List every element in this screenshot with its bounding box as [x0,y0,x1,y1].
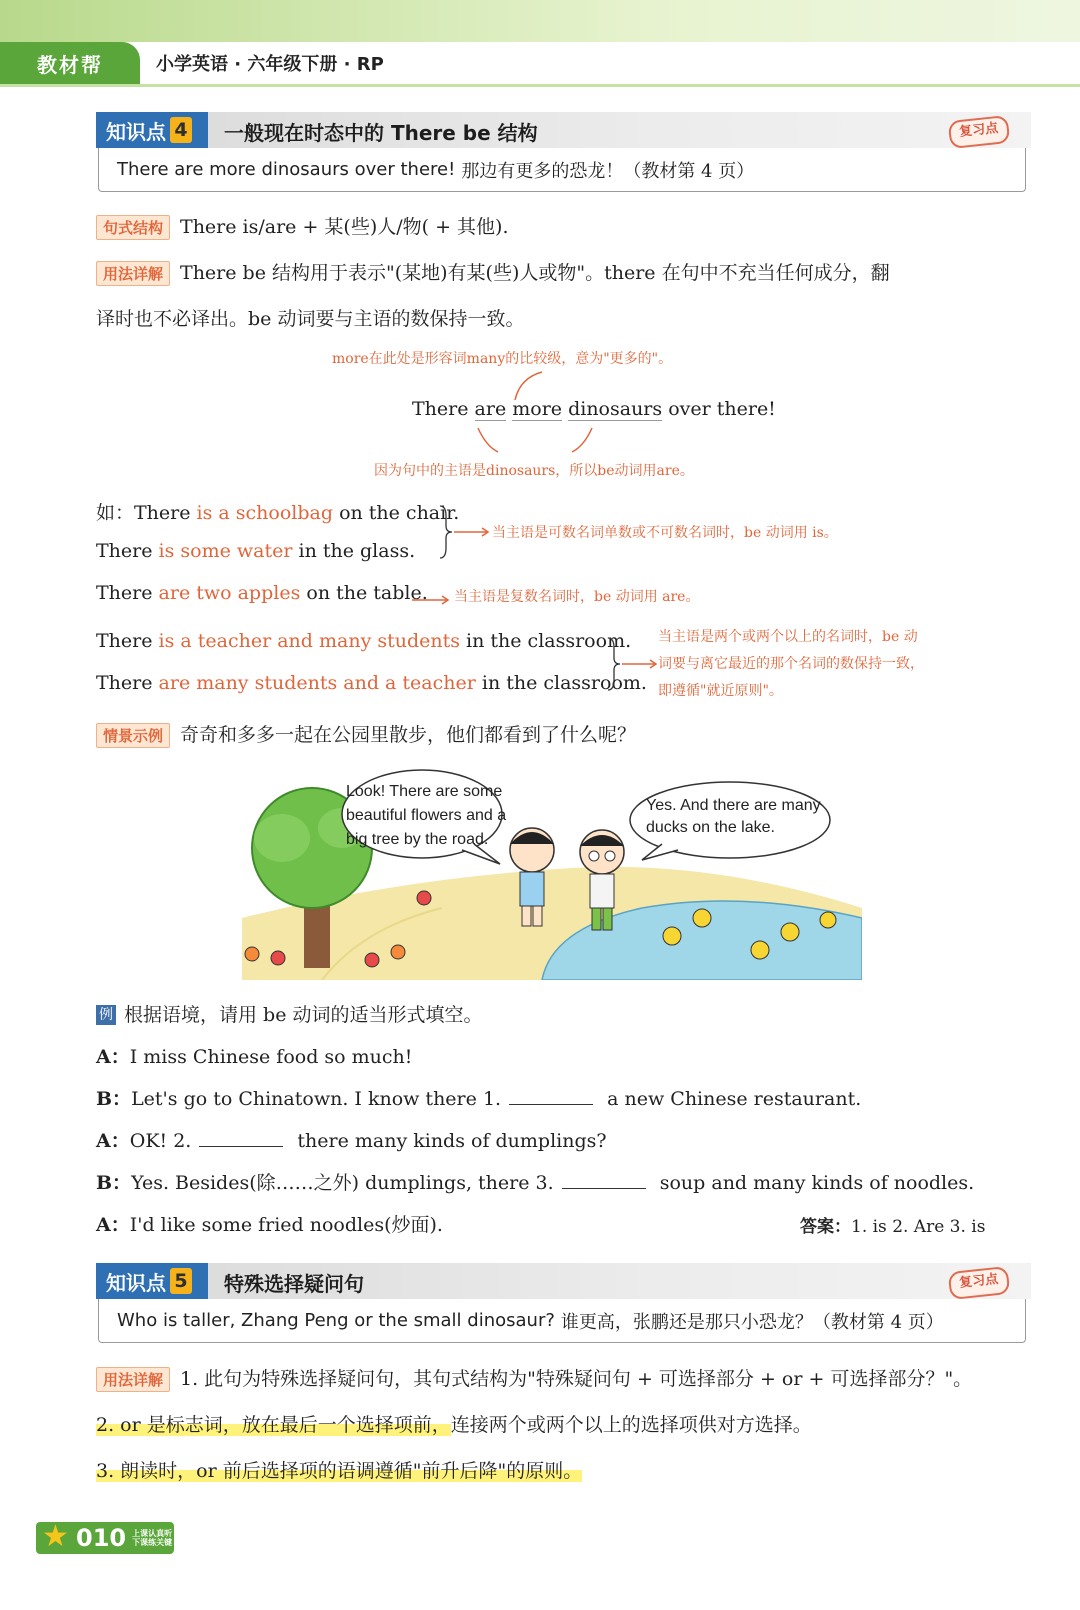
answer-label: 答案： [800,1217,851,1237]
scene-line [96,720,636,748]
demo-sentence [412,398,776,420]
kp5-title: 特殊选择疑问句 [224,1272,364,1296]
brand-logo: 教材帮 [37,52,103,77]
note-singular: 当主语是可数名词单数或不可数名词时，be 动词用 is。 [492,525,838,541]
demo-word-there: There [412,398,469,420]
kp5-point-1-text: 1. 此句为特殊选择疑问句，其句式结构为"特殊疑问句 + 可选择部分 + or + 可选择部分？"。 [180,1368,973,1390]
kp4-badge [96,112,208,148]
example-1-prefix: 如：There [96,502,191,524]
dialogue-2-before: Let's go to Chinatown. I know there [131,1088,477,1110]
kp5-badge-label: 知识点 [106,1270,166,1295]
kp5-point-2 [96,1410,812,1437]
kp4-title: 一般现在时态中的 There be 结构 [224,121,538,145]
review-stamp-2: 复习点 [948,1266,1011,1300]
kp4-badge-label: 知识点 [106,119,166,144]
dialogue-line-2 [96,1084,861,1111]
bubble-right-line-1: Yes. And there are many [646,797,821,814]
brand-tab [0,42,140,84]
example-icon: 例 [96,1005,116,1025]
answer-key [800,1212,985,1237]
scene-label: 情景示例 [96,723,170,748]
bubble-left-line-2: beautiful flowers and a [346,807,507,824]
demo-word-are: are [474,398,507,420]
speaker-5: A： [96,1214,130,1236]
park-illustration [242,768,862,980]
kp5-key-sentence [98,1299,1026,1343]
example-4-highlight: is a teacher and many students [158,630,460,652]
bubble-right-line-2: ducks on the lake. [646,819,775,836]
note-plural: 当主语是复数名词时，be 动词用 are。 [454,589,700,605]
blank-1-number: 1. [482,1088,502,1110]
kp5-point-3 [96,1456,582,1483]
structure-label: 句式结构 [96,215,170,240]
example-5-rest: in the classroom. [481,672,647,694]
blank-2[interactable] [199,1128,283,1147]
example-3-highlight: are two apples [158,582,301,604]
dialogue-line-1 [96,1042,412,1069]
page-slogan: 上课认真听 下课练关键 [132,1529,173,1547]
scene-text: 奇奇和多多一起在公园里散步，他们都看到了什么呢？ [180,724,637,746]
page-number-badge [36,1519,174,1554]
demo-word-more: more [512,398,563,420]
dialogue-3-after: there many kinds of dumplings? [297,1130,607,1152]
dialogue-1-text: I miss Chinese food so much! [129,1046,413,1068]
blank-1[interactable] [509,1086,593,1105]
usage-label: 用法详解 [96,261,170,286]
kp5-usage-label: 用法详解 [96,1367,170,1392]
example-1-highlight: is a schoolbag [196,502,334,524]
example-4-prefix: There [96,630,153,652]
dialogue-2-after: a new Chinese restaurant. [607,1088,862,1110]
kp4-key-sentence [98,148,1026,192]
example-2-highlight: is some water [158,540,293,562]
speaker-1: A： [96,1046,130,1068]
example-3 [96,582,428,604]
example-2-prefix: There [96,540,153,562]
brace-singular [436,504,492,560]
dialogue-line-3 [96,1126,607,1153]
speaker-3: A： [96,1130,130,1152]
bubble-left-line-1: Look! There are some [346,783,503,800]
note-more: more在此处是形容词many的比较级，意为"更多的"。 [332,351,673,367]
exercise-instruction [96,1000,483,1027]
usage-text-1: There be 结构用于表示"(某地)有某(些)人或物"。there 在句中不充当任何成分，翻 [180,262,890,284]
kp5-point-1 [96,1364,972,1392]
page-number: 010 [76,1524,127,1552]
structure-line [96,212,509,240]
brace-nearest [604,636,660,692]
header-band [0,0,1080,46]
dialogue-3-before: OK! [129,1130,168,1152]
review-stamp: 复习点 [948,115,1011,149]
speaker-2: B： [96,1088,132,1110]
kp4-number: 4 [170,117,192,143]
structure-text: There is/are + 某(些)人/物( + 其他). [180,216,509,238]
example-5-highlight: are many students and a teacher [158,672,476,694]
note-nearest-line-2: 词要与离它最近的那个名词的数保持一致， [658,656,924,672]
example-2 [96,540,415,562]
note-nearest-line-3: 即遵循"就近原则"。 [658,683,783,699]
note-nearest [658,624,924,705]
exercise-instruction-text: 根据语境，请用 be 动词的适当形式填空。 [124,1004,483,1026]
star-icon: ★ [42,1519,69,1554]
dialogue-5-text: I'd like some fried noodles(炒面). [129,1214,443,1236]
note-nearest-line-1: 当主语是两个或两个以上的名词时，be 动 [658,629,918,645]
speaker-4: B： [96,1172,132,1194]
demo-word-dinosaurs: dinosaurs [568,398,663,420]
book-title: 小学英语 · 六年级下册 · RP [156,54,384,75]
example-4-rest: in the classroom. [466,630,632,652]
dialogue-line-4 [96,1168,974,1195]
dialogue-4-after: soup and many kinds of noodles. [659,1172,975,1194]
kp5-badge [96,1263,208,1299]
answer-values: 1. is 2. Are 3. is [851,1217,986,1237]
example-3-rest: on the table. [306,582,428,604]
blank-2-number: 2. [173,1130,192,1152]
example-1-rest: on the chair. [339,502,460,524]
kp5-point-3-text: 3. 朗读时，or 前后选择项的语调遵循"前升后降"的原则。 [96,1460,583,1482]
usage-line-2: 译时也不必译出。be 动词要与主语的数保持一致。 [96,308,525,330]
dialogue-line-5 [96,1210,443,1237]
example-3-prefix: There [96,582,153,604]
bubble-left-line-3: big tree by the road. [346,831,489,848]
kp4-sentence-zh: 那边有更多的恐龙！（教材第 4 页） [461,160,755,182]
example-2-rest: in the glass. [298,540,416,562]
example-5-prefix: There [96,672,153,694]
kp5-point-2-highlight: 2. or 是标志词，放在最后一个选择项前， [96,1414,451,1436]
speech-bubble-right [630,782,830,860]
kp4-sentence-en: There are more dinosaurs over there! [117,159,456,180]
example-1 [96,498,459,525]
kp5-number: 5 [170,1268,192,1294]
arrow-plural [408,590,454,610]
demo-word-over-there: over there! [668,398,776,420]
kp4-header [96,112,1031,148]
blank-3-number: 3. [535,1172,554,1194]
usage-line-1 [96,258,890,286]
example-4 [96,630,631,652]
kp5-header [96,1263,1031,1299]
note-dinosaurs: 因为句中的主语是dinosaurs，所以be动词用are。 [374,463,694,479]
kp5-sentence-en: Who is taller, Zhang Peng or the small dinosaur? [117,1310,555,1331]
example-5 [96,672,647,694]
kp5-point-2-rest: 连接两个或两个以上的选择项供对方选择。 [450,1414,812,1436]
blank-3[interactable] [562,1170,646,1189]
kp5-sentence-zh: 谁更高，张鹏还是那只小恐龙？（教材第 4 页） [560,1311,944,1333]
dialogue-4-before: Yes. Besides(除……之外) dumplings, there [131,1172,530,1194]
